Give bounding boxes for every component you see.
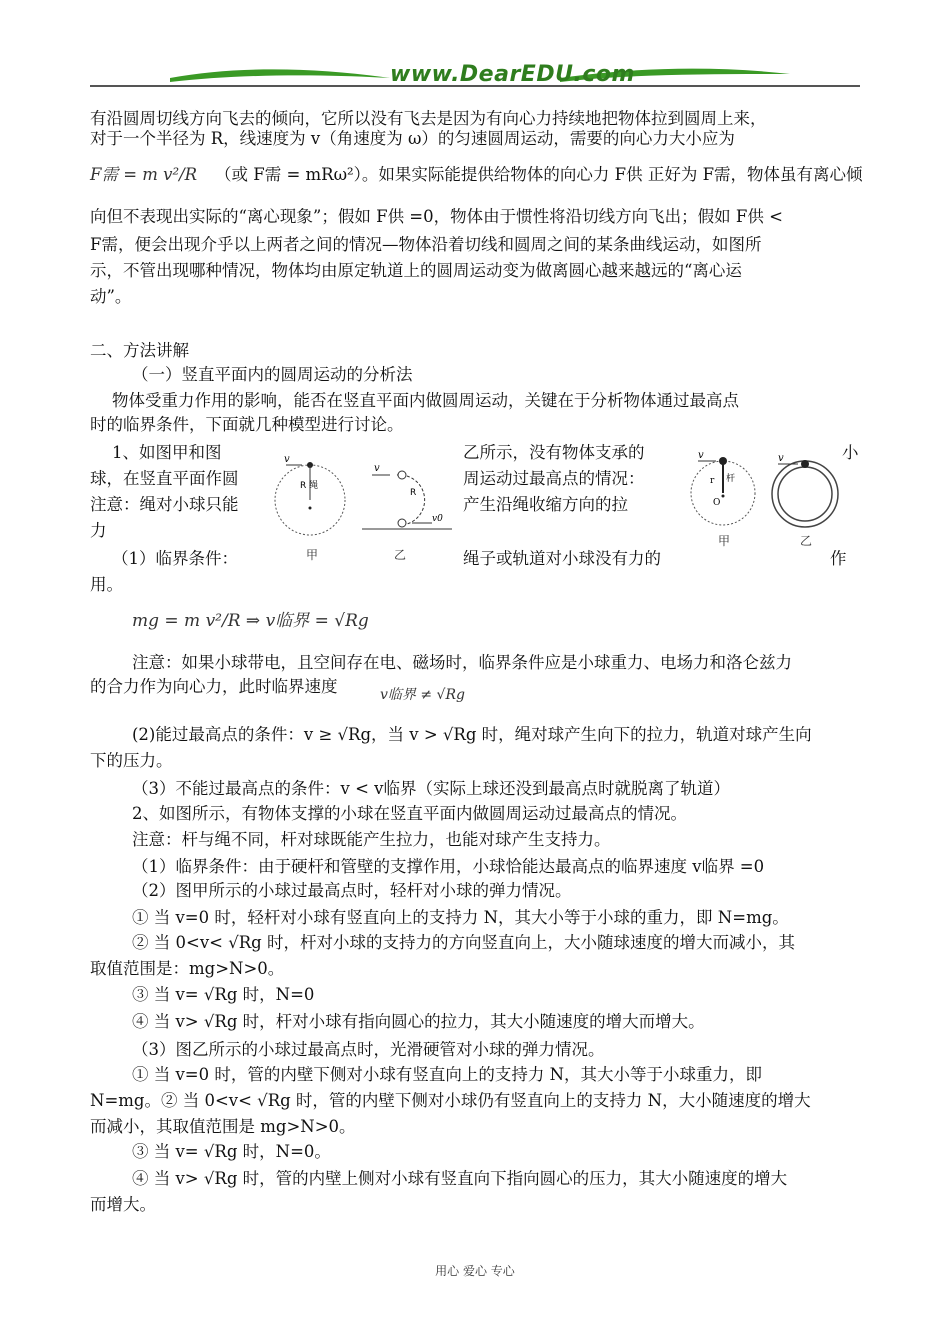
- track-figure: [362, 455, 452, 540]
- text-line: 对于一个半径为 R，线速度为 v（角速度为 ω）的匀速圆周运动，需要的向心力大小应为: [90, 129, 735, 148]
- text-line: ③ 当 v= √Rg 时，N=0: [132, 985, 315, 1004]
- formula: mg = m v²/R ⇒ v临界 = √Rg: [132, 611, 369, 631]
- text-line: 用。: [90, 575, 123, 594]
- text-line: 向但不表现出实际的“离心现象”；假如 F供 =0，物体由于惯性将沿切线方向飞出；假如 F供 <: [90, 207, 783, 226]
- text-line: 注意：绳对小球只能: [90, 495, 239, 514]
- rod-label-v: v: [698, 450, 704, 461]
- rope-label-v: v: [284, 454, 290, 465]
- track-label-r: R: [410, 488, 417, 498]
- text-line: 物体受重力作用的影响，能否在竖直平面内做圆周运动，关键在于分析物体通过最高点: [112, 391, 739, 410]
- site-logo: www.DearEDU.com: [390, 62, 635, 87]
- track-label-v: v: [374, 463, 380, 474]
- rod-label-r: r: [710, 476, 715, 486]
- text-line: （1）临界条件：: [112, 549, 238, 568]
- figure-caption: 甲: [718, 534, 731, 548]
- text-line: 球，在竖直平面作圆: [90, 469, 239, 488]
- figure-caption: 乙: [394, 548, 407, 562]
- page-footer: 用心 爱心 专心: [435, 1264, 515, 1278]
- text-line: ① 当 v=0 时，轻杆对小球有竖直向上的支持力 N，其大小等于小球的重力，即 N=mg。: [132, 908, 789, 927]
- text-line: 下的压力。: [90, 751, 173, 770]
- text-line: 绳子或轨道对小球没有力的: [463, 549, 661, 568]
- rod-label-rod: 杆: [726, 474, 736, 484]
- text-line: 力: [90, 521, 107, 540]
- page-header: [90, 60, 860, 100]
- text-line: 取值范围是：mg>N>0。: [90, 959, 285, 978]
- text-line: N=mg。② 当 0<v< √Rg 时，管的内壁下侧对小球仍有竖直向上的支持力 N，大小随速度的增大: [90, 1091, 811, 1110]
- formula: v临界 ≠ √Rg: [380, 687, 465, 703]
- text-line: （3）图乙所示的小球过最高点时，光滑硬管对小球的弹力情况。: [132, 1040, 605, 1059]
- formula: F需 = m v²/R: [90, 165, 198, 184]
- figure-caption: 乙: [800, 534, 813, 548]
- tube-label-v: v: [778, 453, 784, 464]
- text-line: 时的临界条件，下面就几种模型进行讨论。: [90, 415, 404, 434]
- text-line: 1、如图甲和图: [112, 443, 222, 462]
- section-heading: 二、方法讲解: [90, 341, 189, 360]
- text-line: (2)能过最高点的条件：v ≥ √Rg，当 v > √Rg 时，绳对球产生向下的拉力，轨道对球产生向: [132, 725, 812, 744]
- text-line: 作: [830, 549, 847, 568]
- text-line: 的合力作为向心力，此时临界速度: [90, 677, 338, 696]
- text-line: 而增大。: [90, 1195, 156, 1214]
- text-line: （3）不能过最高点的条件：v < v临界（实际上球还没到最高点时就脱离了轨道）: [132, 779, 730, 798]
- text-line: 乙所示，没有物体支承的: [463, 443, 645, 462]
- rod-figure: [688, 448, 758, 528]
- text-line: 2、如图所示，有物体支撑的小球在竖直平面内做圆周运动过最高点的情况。: [132, 804, 687, 823]
- text-line: （1）临界条件：由于硬杆和管壁的支撑作用，小球恰能达最高点的临界速度 v临界 =0: [132, 857, 765, 876]
- text-line: 小: [842, 443, 859, 462]
- text-line: ① 当 v=0 时，管的内壁下侧对小球有竖直向上的支持力 N，其大小等于小球重力，即: [132, 1065, 763, 1084]
- text-line: ② 当 0<v< √Rg 时，杆对小球的支持力的方向竖直向上，大小随球速度的增大而减小，其: [132, 933, 795, 952]
- text-line: （或 F需 = mRω²）。如果实际能提供给物体的向心力 F供 正好为 F需，物体虽有离心倾: [215, 165, 863, 184]
- tube-figure: [768, 452, 843, 532]
- rod-label-o: O: [713, 498, 721, 508]
- text-line: 周运动过最高点的情况：: [463, 469, 645, 488]
- track-label-v0: v0: [432, 514, 443, 524]
- text-line: 示，不管出现哪种情况，物体均由原定轨道上的圆周运动变为做离圆心越来越远的“离心运: [90, 261, 742, 280]
- text-line: 注意：杆与绳不同，杆对球既能产生拉力，也能对球产生支持力。: [132, 830, 611, 849]
- rope-figure: [272, 452, 352, 542]
- text-line: 注意：如果小球带电，且空间存在电、磁场时，临界条件应是小球重力、电场力和洛仑兹力: [132, 653, 792, 672]
- text-line: 而减小，其取值范围是 mg>N>0。: [90, 1117, 356, 1136]
- subsection-heading: （一）竖直平面内的圆周运动的分析法: [132, 365, 413, 384]
- text-line: （2）图甲所示的小球过最高点时，轻杆对小球的弹力情况。: [132, 881, 572, 900]
- text-line: ④ 当 v> √Rg 时，杆对小球有指向圆心的拉力，其大小随速度的增大而增大。: [132, 1012, 705, 1031]
- text-line: F需，便会出现介乎以上两者之间的情况—物体沿着切线和圆周之间的某条曲线运动，如图所: [90, 235, 762, 254]
- text-line: 动”。: [90, 287, 132, 306]
- text-line: 有沿圆周切线方向飞去的倾向，它所以没有飞去是因为有向心力持续地把物体拉到圆周上来，: [90, 109, 767, 128]
- figure-caption: 甲: [306, 548, 319, 562]
- rope-label-r: R 绳: [300, 481, 319, 491]
- text-line: 产生沿绳收缩方向的拉: [463, 495, 628, 514]
- text-line: ③ 当 v= √Rg 时，N=0。: [132, 1142, 331, 1161]
- text-line: ④ 当 v> √Rg 时，管的内壁上侧对小球有竖直向下指向圆心的压力，其大小随速度的增大: [132, 1169, 788, 1188]
